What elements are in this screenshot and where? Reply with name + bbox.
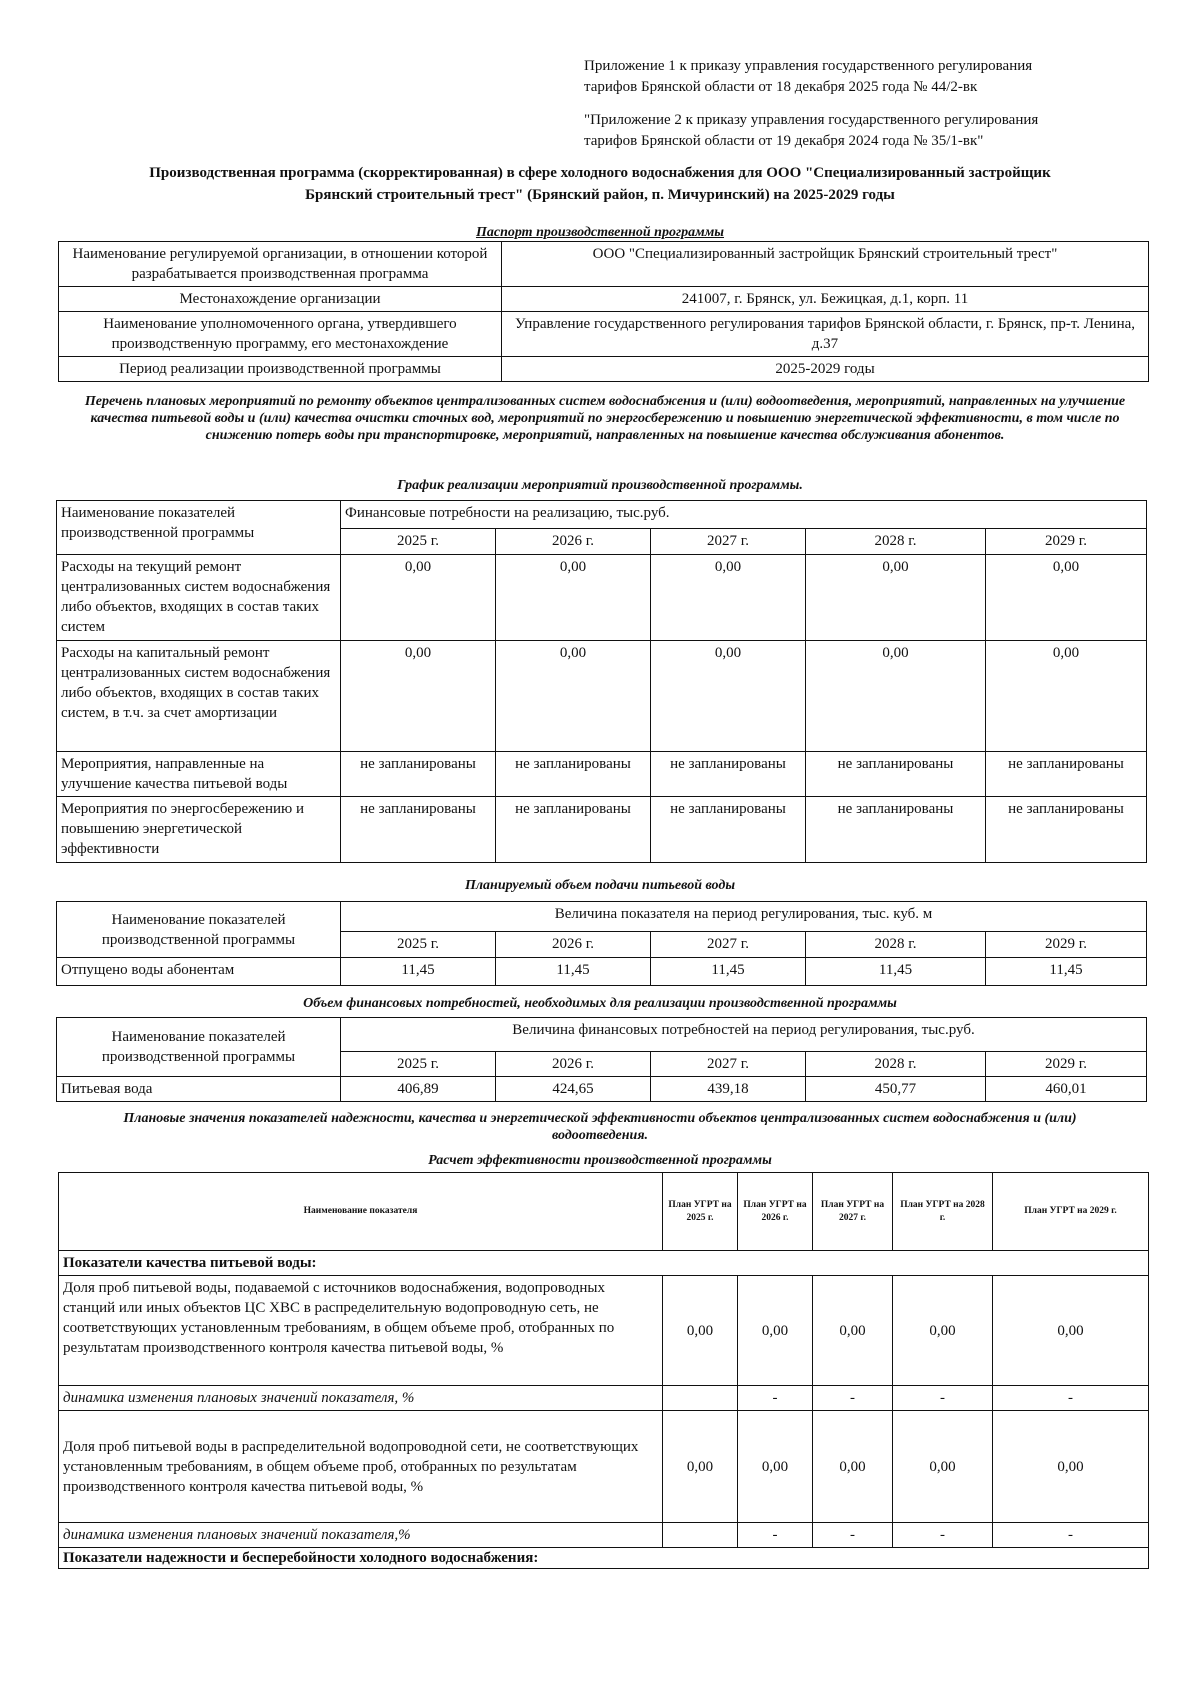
year-header: 2029 г. <box>986 529 1147 555</box>
measure-label: Расходы на текущий ремонт централизованных систем водоснабжения либо объектов, входящих в состав таких систем <box>57 555 341 641</box>
passport-table <box>58 241 1149 382</box>
measure-value: 0,00 <box>986 641 1147 752</box>
measure-label: Мероприятия по энергосбережению и повышению энергетической эффективности <box>57 797 341 863</box>
year-header: 2027 г. <box>651 1052 806 1077</box>
measure-value: не запланированы <box>806 752 986 797</box>
passport-label: Наименование уполномоченного органа, утвердившего производственную программу, его местонахождение <box>59 312 502 357</box>
measure-value: не запланированы <box>806 797 986 863</box>
year-header: 2028 г. <box>806 932 986 958</box>
year-header: 2029 г. <box>986 932 1147 958</box>
measures-caption: Перечень плановых мероприятий по ремонту объектов централизованных систем водоснабжения и (или) водоотведения, мероприятий, направленных на улучшение качества питьевой воды и (или) качества очистки сточных вод, мероприятий по энергосбережению и повышению энергетической эффективности, в том числе по снижению потерь воды при транспортировке, мероприятий, направленных на повышение качества обслуживания абонентов. <box>84 394 1126 443</box>
passport-label: Период реализации производственной программы <box>59 357 502 382</box>
dynamics-label: динамика изменения плановых значений показателя, % <box>59 1386 663 1411</box>
indicator-label: Доля проб питьевой воды, подаваемой с источников водоснабжения, водопроводных станций или иных объектов ЦС ХВС в распределительную водопроводную сеть, не соответствующих установленным требованиям, в общем объеме проб, отобранных по результатам производственного контроля качества питьевой воды, % <box>59 1276 663 1386</box>
finance-row-label: Питьевая вода <box>57 1077 341 1102</box>
year-header: 2026 г. <box>496 932 651 958</box>
measure-label: Мероприятия, направленные на улучшение качества питьевой воды <box>57 752 341 797</box>
finance-value: 439,18 <box>651 1077 806 1102</box>
measure-value: не запланированы <box>496 752 651 797</box>
supply-table <box>56 901 1147 986</box>
measure-value: не запланированы <box>651 797 806 863</box>
year-header: 2025 г. <box>341 932 496 958</box>
appendix-line-1: Приложение 1 к приказу управления государственного регулирования <box>584 58 1033 74</box>
appendix-line-3: "Приложение 2 к приказу управления государственного регулирования <box>584 112 1039 128</box>
indicator-value: 0,00 <box>813 1276 893 1386</box>
year-header: 2025 г. <box>341 529 496 555</box>
indicator-value: 0,00 <box>893 1276 993 1386</box>
measure-value: не запланированы <box>986 752 1147 797</box>
supply-col-header: Наименование показателей производственной программы <box>57 902 341 958</box>
indicator-value: 0,00 <box>813 1411 893 1523</box>
indicator-value: 0,00 <box>663 1276 738 1386</box>
measure-value: 0,00 <box>496 641 651 752</box>
passport-label: Наименование регулируемой организации, в отношении которой разрабатывается производственная программа <box>59 242 502 287</box>
document-title-line-1: Производственная программа (скорректированная) в сфере холодного водоснабжения для ООО "Специализированный застройщик <box>149 165 1051 181</box>
dynamics-value: - <box>993 1523 1149 1548</box>
measure-value: 0,00 <box>496 555 651 641</box>
year-header: 2027 г. <box>651 529 806 555</box>
measure-label: Расходы на капитальный ремонт централизованных систем водоснабжения либо объектов, входящих в состав таких систем, в т.ч. за счет амортизации <box>57 641 341 752</box>
measures-group-header: Финансовые потребности на реализацию, тыс.руб. <box>341 501 1147 529</box>
passport-value: 2025-2029 годы <box>502 357 1149 382</box>
indicator-label: Доля проб питьевой воды в распределительной водопроводной сети, не соответствующих установленным требованиям, в общем объеме проб, отобранных по результатам производственного контроля качества питьевой воды, % <box>59 1411 663 1523</box>
finance-table <box>56 1017 1147 1102</box>
supply-caption: Планируемый объем подачи питьевой воды <box>464 878 736 893</box>
measure-value: не запланированы <box>651 752 806 797</box>
year-header: 2029 г. <box>986 1052 1147 1077</box>
measure-value: не запланированы <box>341 752 496 797</box>
document-title-line-2: Брянский строительный трест" (Брянский район, п. Мичуринский) на 2025-2029 годы <box>305 187 895 203</box>
year-header: 2027 г. <box>651 932 806 958</box>
passport-value: Управление государственного регулирования тарифов Брянской области, г. Брянск, пр-т. Ленина, д.37 <box>502 312 1149 357</box>
dynamics-value: - <box>993 1386 1149 1411</box>
passport-value: ООО "Специализированный застройщик Брянский строительный трест" <box>502 242 1149 287</box>
passport-label: Местонахождение организации <box>59 287 502 312</box>
indicator-value: 0,00 <box>993 1276 1149 1386</box>
measure-value: 0,00 <box>806 641 986 752</box>
plan-header: План УГРТ на 2025 г. <box>663 1173 738 1251</box>
passport-caption: Паспорт производственной программы <box>475 225 725 240</box>
dynamics-value: - <box>893 1523 993 1548</box>
finance-value: 460,01 <box>986 1077 1147 1102</box>
plan-header: План УГРТ на 2027 г. <box>813 1173 893 1251</box>
measure-value: 0,00 <box>341 641 496 752</box>
measure-value: 0,00 <box>341 555 496 641</box>
finance-caption: Объем финансовых потребностей, необходимых для реализации производственной программы <box>303 996 897 1011</box>
section-reliability: Показатели надежности и бесперебойности холодного водоснабжения: <box>59 1548 1149 1569</box>
finance-value: 406,89 <box>341 1077 496 1102</box>
measure-value: не запланированы <box>496 797 651 863</box>
supply-value: 11,45 <box>496 958 651 986</box>
supply-value: 11,45 <box>806 958 986 986</box>
year-header: 2025 г. <box>341 1052 496 1077</box>
efficiency-caption-2: Расчет эффективности производственной программы <box>428 1153 772 1168</box>
year-header: 2028 г. <box>806 529 986 555</box>
efficiency-caption: Плановые значения показателей надежности, качества и энергетической эффективности объектов централизованных систем водоснабжения и (или) водоотведения. <box>123 1111 1077 1143</box>
dynamics-label: динамика изменения плановых значений показателя,% <box>59 1523 663 1548</box>
supply-row-label: Отпущено воды абонентам <box>57 958 341 986</box>
measures-col-header: Наименование показателей производственной программы <box>57 501 341 555</box>
supply-value: 11,45 <box>986 958 1147 986</box>
appendix-line-4: тарифов Брянской области от 19 декабря 2024 года № 35/1-вк" <box>584 133 984 149</box>
schedule-caption: График реализации мероприятий производственной программы. <box>397 478 803 493</box>
finance-group-header: Величина финансовых потребностей на период регулирования, тыс.руб. <box>341 1018 1147 1052</box>
plan-header: План УГРТ на 2026 г. <box>738 1173 813 1251</box>
plan-header: План УГРТ на 2029 г. <box>993 1173 1149 1251</box>
dynamics-value: - <box>813 1523 893 1548</box>
measure-value: 0,00 <box>651 555 806 641</box>
year-header: 2026 г. <box>496 529 651 555</box>
measure-value: 0,00 <box>651 641 806 752</box>
dynamics-value: - <box>738 1386 813 1411</box>
measure-value: 0,00 <box>806 555 986 641</box>
dynamics-value: - <box>813 1386 893 1411</box>
supply-group-header: Величина показателя на период регулирования, тыс. куб. м <box>341 902 1147 932</box>
finance-col-header: Наименование показателей производственной программы <box>57 1018 341 1077</box>
supply-value: 11,45 <box>651 958 806 986</box>
indicator-value: 0,00 <box>663 1411 738 1523</box>
measure-value: не запланированы <box>341 797 496 863</box>
dynamics-value: - <box>738 1523 813 1548</box>
passport-value: 241007, г. Брянск, ул. Бежицкая, д.1, корп. 11 <box>502 287 1149 312</box>
indicator-value: 0,00 <box>993 1411 1149 1523</box>
indicator-value: 0,00 <box>893 1411 993 1523</box>
year-header: 2026 г. <box>496 1052 651 1077</box>
indicator-value: 0,00 <box>738 1276 813 1386</box>
appendix-line-2: тарифов Брянской области от 18 декабря 2025 года № 44/2-вк <box>584 79 978 95</box>
efficiency-col-header: Наименование показателя <box>59 1173 663 1251</box>
year-header: 2028 г. <box>806 1052 986 1077</box>
indicator-value: 0,00 <box>738 1411 813 1523</box>
plan-header: План УГРТ на 2028 г. <box>893 1173 993 1251</box>
finance-value: 424,65 <box>496 1077 651 1102</box>
section-quality: Показатели качества питьевой воды: <box>59 1251 1149 1276</box>
dynamics-value <box>663 1386 738 1411</box>
dynamics-value: - <box>893 1386 993 1411</box>
supply-value: 11,45 <box>341 958 496 986</box>
measure-value: 0,00 <box>986 555 1147 641</box>
finance-value: 450,77 <box>806 1077 986 1102</box>
measure-value: не запланированы <box>986 797 1147 863</box>
measures-table <box>56 500 1147 863</box>
dynamics-value <box>663 1523 738 1548</box>
efficiency-table <box>58 1172 1149 1569</box>
